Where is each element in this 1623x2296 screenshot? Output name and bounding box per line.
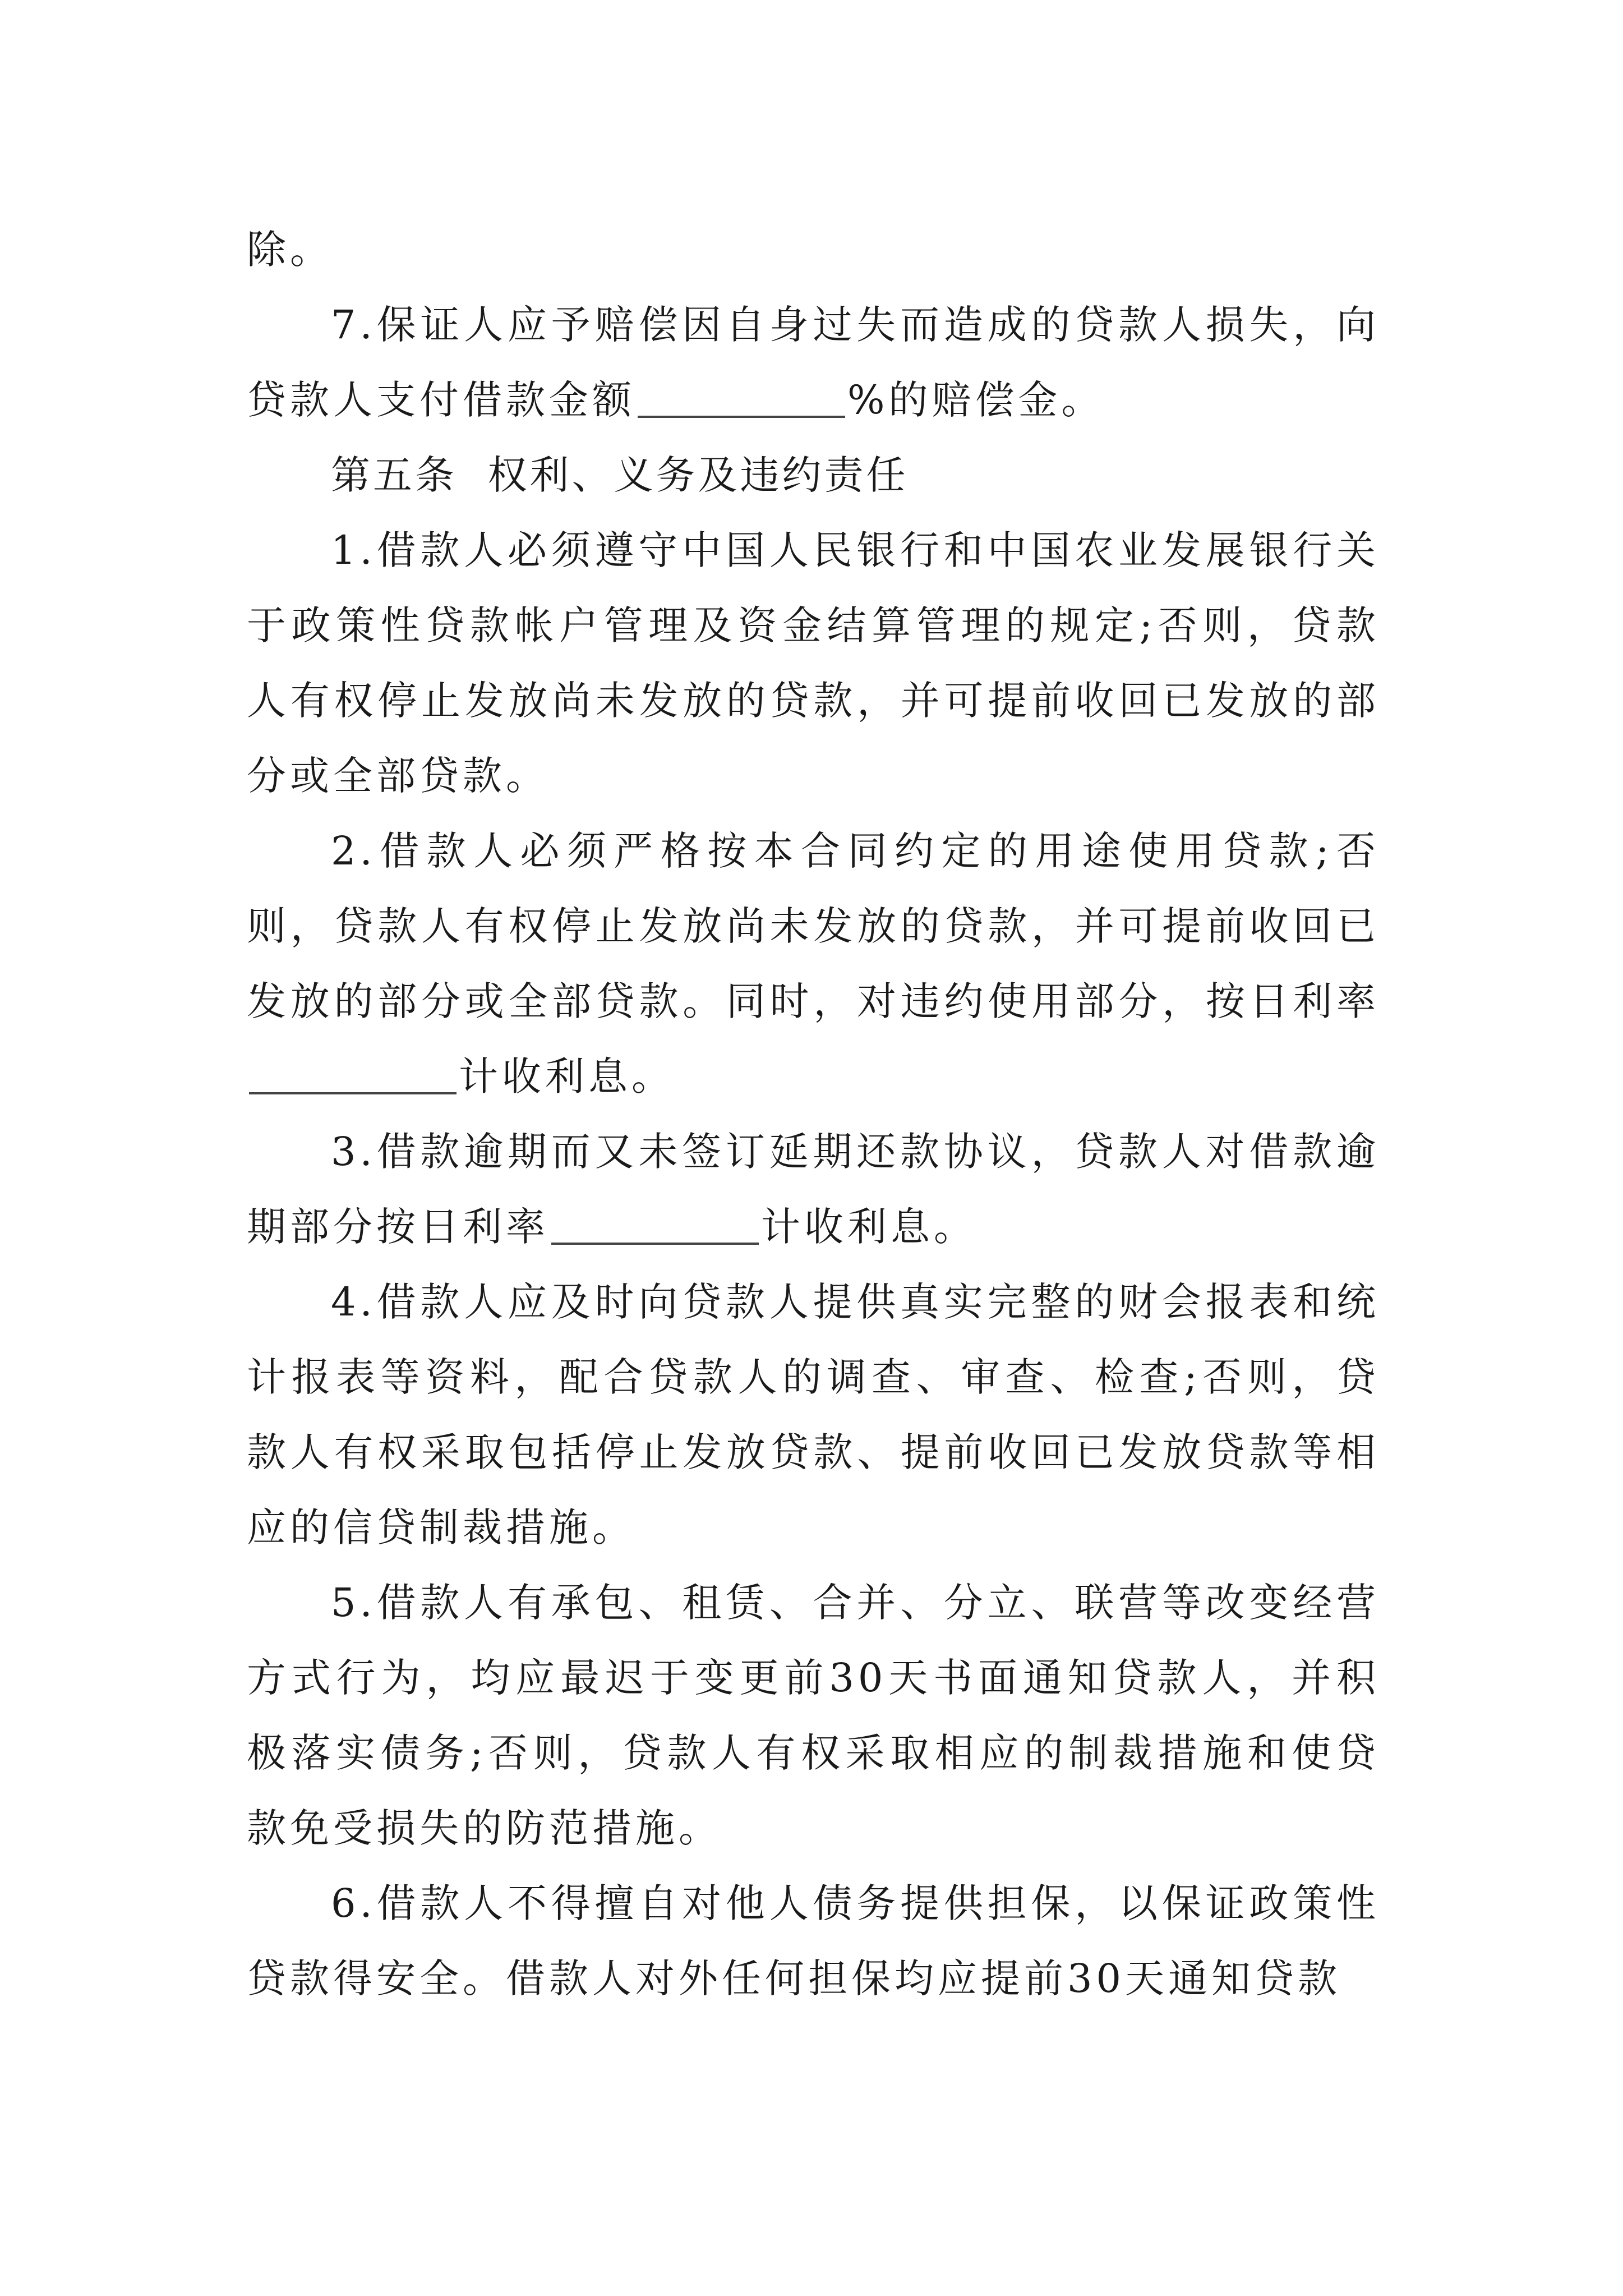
paragraph-text-tail: 计收利息。: [761, 1204, 977, 1250]
paragraph-text: 1.借款人必须遵守中国人民银行和中国农业发展银行关于政策性贷款帐户管理及资金结算管理的规定;否则，贷款人有权停止发放尚未发放的贷款，并可提前收回已发放的部分或全部贷款。: [247, 527, 1380, 799]
fill-in-blank: [249, 1055, 457, 1094]
paragraph-text: 5.借款人有承包、租赁、合并、分立、联营等改变经营方式行为，均应最迟于变更前30天书面通知贷款人，并积极落实债务;否则，贷款人有权采取相应的制裁措施和使贷款免受损失的防范措施。: [247, 1580, 1380, 1851]
paragraph-text: 3.借款逾期而又未签订延期还款协议，贷款人对借款逾期部分按日利率: [247, 1129, 1380, 1250]
paragraph-text: 2.借款人必须严格按本合同约定的用途使用贷款;否则，贷款人有权停止发放尚未发放的贷款，并可提前收回已发放的部分或全部贷款。同时，对违约使用部分，按日利率: [247, 828, 1380, 1024]
section-heading-text: 第五条 权利、义务及违约责任: [331, 452, 909, 498]
paragraph-item-2: [247, 813, 1380, 1114]
fill-in-blank: [551, 1205, 759, 1245]
paragraph-text: 7.保证人应予赔偿因自身过失而造成的贷款人损失，向贷款人支付借款金额: [247, 302, 1380, 423]
paragraph-item-1: [247, 513, 1380, 813]
paragraph-item-6: [247, 1866, 1380, 2016]
fill-in-blank: [638, 379, 845, 418]
paragraph-item-7: [247, 287, 1380, 438]
paragraph-text-tail: 计收利息。: [459, 1053, 675, 1099]
paragraph-item-5: [247, 1565, 1380, 1866]
document-body: [247, 212, 1380, 2016]
paragraph-text-tail: %的赔偿金。: [847, 377, 1105, 423]
paragraph-text: 6.借款人不得擅自对他人债务提供担保，以保证政策性贷款得安全。借款人对外任何担保均应提前30天通知贷款: [247, 1880, 1380, 2001]
paragraph-item-3: [247, 1114, 1380, 1264]
paragraph-text: 除。: [247, 227, 333, 273]
paragraph-item-4: [247, 1264, 1380, 1565]
paragraph-continuation: [247, 212, 1380, 287]
section-heading: [247, 438, 1380, 513]
paragraph-text: 4.借款人应及时向贷款人提供真实完整的财会报表和统计报表等资料，配合贷款人的调查、审查、检查;否则，贷款人有权采取包括停止发放贷款、提前收回已发放贷款等相应的信贷制裁措施。: [247, 1279, 1380, 1550]
